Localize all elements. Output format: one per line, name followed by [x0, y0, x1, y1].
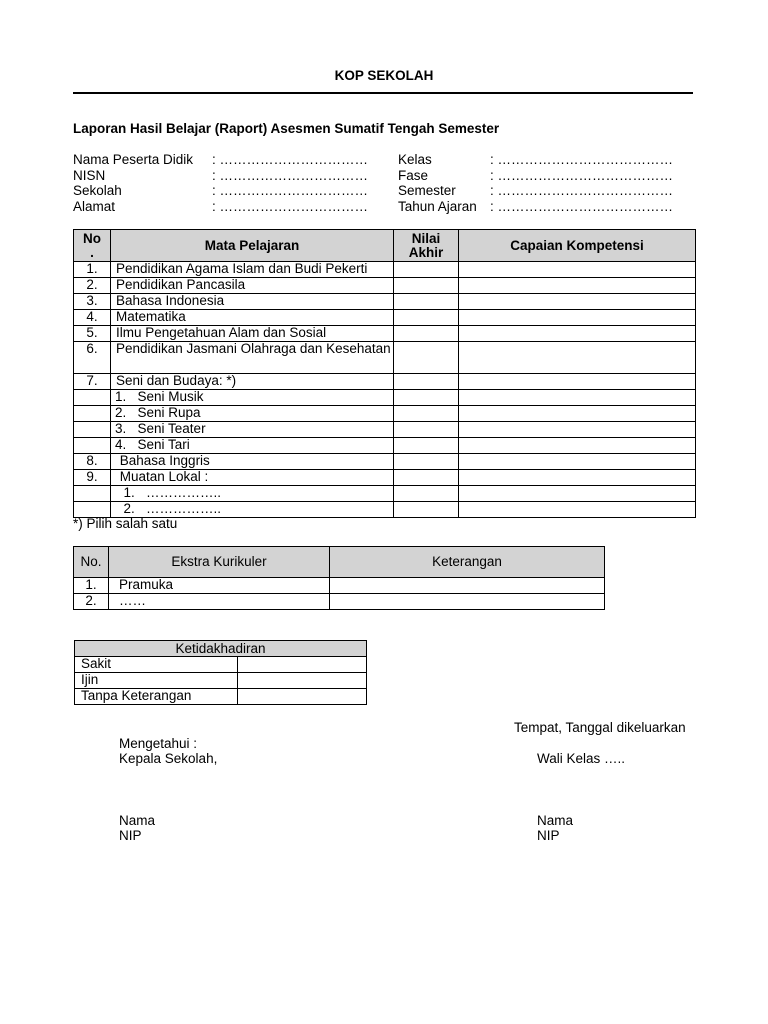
- homeroom-teacher-name: Nama: [537, 813, 574, 828]
- document-title: Laporan Hasil Belajar (Raport) Asesmen Sumatif Tengah Semester: [73, 121, 500, 136]
- subjects-table: [73, 229, 696, 518]
- absence-table: [74, 640, 367, 705]
- row-number: 1.: [74, 262, 111, 278]
- principal-nip: NIP: [119, 828, 142, 843]
- identity-value: : …………………………………: [490, 152, 674, 167]
- row-number: 1.: [74, 578, 109, 594]
- table-row: [74, 594, 605, 610]
- table-row: [74, 438, 696, 454]
- final-score-cell[interactable]: [394, 262, 459, 278]
- row-number: [74, 486, 111, 502]
- final-score-cell[interactable]: [394, 454, 459, 470]
- competency-cell[interactable]: [459, 486, 696, 502]
- identity-label: Nama Peserta Didik: [73, 152, 194, 167]
- homeroom-teacher-title: Wali Kelas …..: [537, 751, 626, 766]
- identity-value: : ……………………………: [212, 198, 369, 214]
- table-row: [74, 278, 696, 294]
- final-score-cell[interactable]: [394, 406, 459, 422]
- footnote: *) Pilih salah satu: [73, 516, 178, 531]
- column-header-no: No .: [74, 230, 111, 262]
- identity-label: Sekolah: [73, 183, 122, 198]
- column-header-activity: Ekstra Kurikuler: [109, 547, 330, 578]
- subject-name: Muatan Lokal :: [111, 470, 394, 486]
- identity-label: Kelas: [398, 152, 432, 167]
- identity-value: : ……………………………: [212, 152, 369, 167]
- identity-label: Fase: [398, 167, 429, 183]
- principal-title: Kepala Sekolah,: [119, 751, 218, 766]
- identity-label: Tahun Ajaran: [398, 198, 477, 214]
- identity-label: NISN: [73, 167, 106, 183]
- table-row: [74, 454, 696, 470]
- competency-cell[interactable]: [459, 310, 696, 326]
- table-row: [74, 374, 696, 390]
- final-score-cell[interactable]: [394, 502, 459, 518]
- subject-name: Ilmu Pengetahuan Alam dan Sosial: [111, 326, 394, 342]
- competency-cell[interactable]: [459, 470, 696, 486]
- absence-label: Ijin: [75, 673, 238, 689]
- extracurricular-header-row: [74, 547, 605, 578]
- identity-value: : …………………………………: [490, 183, 674, 198]
- extracurricular-table: [73, 546, 605, 610]
- subject-name: Bahasa Inggris: [111, 454, 394, 470]
- final-score-cell[interactable]: [394, 470, 459, 486]
- final-score-cell[interactable]: [394, 342, 459, 374]
- principal-name: Nama: [119, 813, 156, 828]
- column-header-subject: Mata Pelajaran: [111, 230, 394, 262]
- final-score-cell[interactable]: [394, 486, 459, 502]
- table-row: [74, 470, 696, 486]
- homeroom-teacher-nip: NIP: [537, 828, 560, 843]
- row-number: [74, 422, 111, 438]
- table-row: [74, 578, 605, 594]
- subject-name: Pendidikan Jasmani Olahraga dan Kesehatan: [111, 342, 394, 374]
- subject-name: 2. Seni Rupa: [111, 406, 394, 422]
- activity-name: ……: [109, 594, 330, 610]
- column-header-final-score: Nilai Akhir: [394, 230, 459, 262]
- absence-value[interactable]: [238, 673, 367, 689]
- absence-label: Sakit: [75, 657, 238, 673]
- student-identity-block: [73, 152, 693, 214]
- activity-name: Pramuka: [109, 578, 330, 594]
- subject-name: Pendidikan Agama Islam dan Budi Pekerti: [111, 262, 394, 278]
- competency-cell[interactable]: [459, 438, 696, 454]
- row-number: 4.: [74, 310, 111, 326]
- competency-cell[interactable]: [459, 454, 696, 470]
- row-number: 6.: [74, 342, 111, 374]
- subject-name: 3. Seni Teater: [111, 422, 394, 438]
- column-header-remarks: Keterangan: [330, 547, 605, 578]
- competency-cell[interactable]: [459, 294, 696, 310]
- table-row: [75, 689, 367, 705]
- row-number: [74, 390, 111, 406]
- absence-value[interactable]: [238, 689, 367, 705]
- table-row: [74, 294, 696, 310]
- table-row: [74, 262, 696, 278]
- identity-row: [73, 199, 693, 214]
- competency-cell[interactable]: [459, 326, 696, 342]
- final-score-cell[interactable]: [394, 422, 459, 438]
- row-number: 7.: [74, 374, 111, 390]
- table-row: [74, 486, 696, 502]
- identity-value: : ……………………………: [212, 167, 369, 183]
- competency-cell[interactable]: [459, 374, 696, 390]
- table-row: [74, 406, 696, 422]
- remarks-cell[interactable]: [330, 578, 605, 594]
- absence-header: Ketidakhadiran: [75, 641, 367, 657]
- subject-name: 4. Seni Tari: [111, 438, 394, 454]
- table-row: [74, 310, 696, 326]
- identity-row: [73, 183, 693, 198]
- row-number: [74, 438, 111, 454]
- final-score-cell[interactable]: [394, 326, 459, 342]
- acknowledged-label: Mengetahui :: [119, 736, 198, 751]
- subject-name: Pendidikan Pancasila: [111, 278, 394, 294]
- absence-header-row: [75, 641, 367, 657]
- competency-cell[interactable]: [459, 502, 696, 518]
- table-row: [74, 390, 696, 406]
- competency-cell[interactable]: [459, 262, 696, 278]
- row-number: 2.: [74, 594, 109, 610]
- identity-row: [73, 168, 693, 183]
- header-divider: [73, 92, 693, 94]
- final-score-cell[interactable]: [394, 390, 459, 406]
- column-header-competency: Capaian Kompetensi: [459, 230, 696, 262]
- column-header-no: No.: [74, 547, 109, 578]
- competency-cell[interactable]: [459, 278, 696, 294]
- row-number: 8.: [74, 454, 111, 470]
- row-number: 3.: [74, 294, 111, 310]
- subject-name: 2. ……………..: [111, 502, 394, 518]
- subjects-header-row: [74, 230, 696, 262]
- row-number: 9.: [74, 470, 111, 486]
- row-number: [74, 406, 111, 422]
- final-score-cell[interactable]: [394, 374, 459, 390]
- competency-cell[interactable]: [459, 406, 696, 422]
- table-row: [74, 342, 696, 374]
- final-score-cell[interactable]: [394, 310, 459, 326]
- final-score-cell[interactable]: [394, 294, 459, 310]
- row-number: 5.: [74, 326, 111, 342]
- table-row: [75, 657, 367, 673]
- subject-name: Matematika: [111, 310, 394, 326]
- absence-value[interactable]: [238, 657, 367, 673]
- place-date: Tempat, Tanggal dikeluarkan: [514, 720, 686, 735]
- absence-label: Tanpa Keterangan: [75, 689, 238, 705]
- competency-cell[interactable]: [459, 390, 696, 406]
- competency-cell[interactable]: [459, 342, 696, 374]
- final-score-cell[interactable]: [394, 438, 459, 454]
- identity-value: : …………………………………: [490, 198, 674, 214]
- subject-name: 1. ……………..: [111, 486, 394, 502]
- subject-name: 1. Seni Musik: [111, 390, 394, 406]
- remarks-cell[interactable]: [330, 594, 605, 610]
- table-row: [74, 422, 696, 438]
- identity-label: Alamat: [73, 198, 116, 214]
- table-row: [75, 673, 367, 689]
- letterhead-placeholder: KOP SEKOLAH: [334, 68, 434, 83]
- identity-row: [73, 152, 693, 167]
- identity-value: : ……………………………: [212, 183, 369, 198]
- identity-label: Semester: [398, 183, 456, 198]
- subject-name: Seni dan Budaya: *): [111, 374, 394, 390]
- final-score-cell[interactable]: [394, 278, 459, 294]
- row-number: 2.: [74, 278, 111, 294]
- table-row: [74, 326, 696, 342]
- competency-cell[interactable]: [459, 422, 696, 438]
- subject-name: Bahasa Indonesia: [111, 294, 394, 310]
- identity-value: : …………………………………: [490, 167, 674, 183]
